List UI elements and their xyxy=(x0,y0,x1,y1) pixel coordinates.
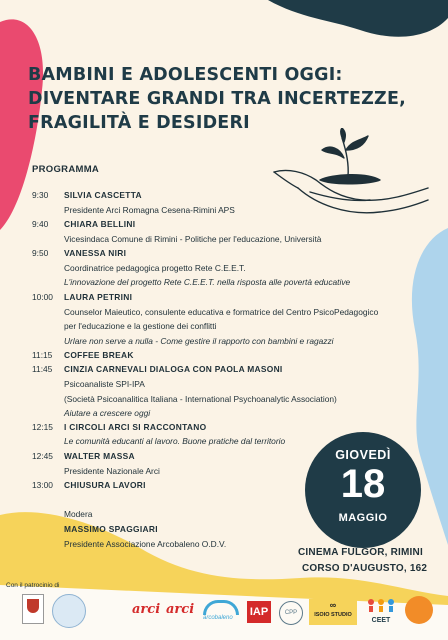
arci-logo-2-text: arci xyxy=(166,602,195,617)
speaker-6-role-b: (Società Psicoanalitica Italiana - International Psychoanalytic Association) xyxy=(64,394,337,404)
arci-logo-1 xyxy=(132,602,162,620)
speaker-6: CINZIA CARNEVALI DIALOGA CON PAOLA MASONI xyxy=(64,364,283,374)
time-5: 11:15 xyxy=(32,350,53,360)
navy-blob xyxy=(268,0,448,37)
speaker-1-role: Presidente Arci Romagna Cesena-Rimini APS xyxy=(64,205,235,215)
iap-logo: IAP xyxy=(247,601,271,623)
arcobaleno-association-logo xyxy=(52,594,86,628)
ceet-logo xyxy=(365,598,397,624)
infinity-icon: ∞ xyxy=(329,600,337,610)
title-line-3: FRAGILITÀ E DESIDERI xyxy=(28,113,250,133)
time-1: 9:30 xyxy=(32,190,49,200)
time-9: 13:00 xyxy=(32,480,53,490)
speaker-3-role: Coordinatrice pedagogica progetto Rete C.E.E.T. xyxy=(64,263,246,273)
talk-7-title: Le comunità educanti al lavoro. Buone pratiche dal territorio xyxy=(64,436,286,446)
speaker-2-role: Vicesindaca Comune di Rimini - Politiche per l'educazione, Università xyxy=(64,234,322,244)
venue-address: CORSO D'AUGUSTO, 162 xyxy=(302,563,428,574)
coffee-break: COFFEE BREAK xyxy=(64,350,134,360)
speaker-4-role-a: Counselor Maieutico, consulente educativa e formatrice del Centro PsicoPedagogico xyxy=(64,307,379,317)
speaker-7: I CIRCOLI ARCI SI RACCONTANO xyxy=(64,422,207,432)
speaker-8: WALTER MASSA xyxy=(64,451,135,461)
isoio-studio-logo xyxy=(309,599,357,625)
time-6: 11:45 xyxy=(32,364,53,374)
program-heading: PROGRAMMA xyxy=(32,164,100,175)
speaker-3: VANESSA NIRI xyxy=(64,248,127,258)
isoio-studio-text: ISOIO STUDIO xyxy=(314,612,352,618)
date-number: 18 xyxy=(340,462,386,506)
closing: CHIUSURA LAVORI xyxy=(64,480,146,490)
time-7: 12:15 xyxy=(32,422,53,432)
speaker-6-role-a: Psicoanaliste SPI-IPA xyxy=(64,379,145,389)
time-2: 9:40 xyxy=(32,219,49,229)
hand-plant-illustration xyxy=(270,128,430,223)
venue-name: CINEMA FULGOR, RIMINI xyxy=(298,547,423,558)
time-8: 12:45 xyxy=(32,451,53,461)
orange-round-logo xyxy=(405,596,433,624)
patronage-label: Con il patrocinio di xyxy=(6,582,60,589)
title-line-1: BAMBINI E ADOLESCENTI OGGI: xyxy=(28,65,343,85)
moderator-role: Presidente Associazione Arcobaleno O.D.V. xyxy=(64,539,227,549)
time-4: 10:00 xyxy=(32,292,53,302)
title-line-2: DIVENTARE GRANDI TRA INCERTEZZE, xyxy=(28,89,406,109)
arci-logo-1-text: arci xyxy=(132,602,161,617)
arcobaleno-logo xyxy=(203,600,243,624)
date-badge xyxy=(305,432,421,548)
time-3: 9:50 xyxy=(32,248,49,258)
speaker-1: SILVIA CASCETTA xyxy=(64,190,142,200)
speaker-8-role: Presidente Nazionale Arci xyxy=(64,466,160,476)
moderator-label: Modera xyxy=(64,509,93,519)
ceet-logo-text: CEET xyxy=(371,617,391,624)
cpp-logo: CPP xyxy=(279,601,303,625)
event-title xyxy=(28,63,428,135)
speaker-2: CHIARA BELLINI xyxy=(64,219,136,229)
comune-rimini-logo xyxy=(22,594,44,624)
talk-4-title: Urlare non serve a nulla - Come gestire il rapporto con bambini e ragazzi xyxy=(64,336,334,346)
date-day: GIOVEDÌ xyxy=(335,448,391,462)
speaker-4: LAURA PETRINI xyxy=(64,292,133,302)
speaker-4-role-b: per l'educazione e la gestione dei conflitti xyxy=(64,321,217,331)
ceet-figures-icon xyxy=(365,598,397,612)
moderator-name: MASSIMO SPAGGIARI xyxy=(64,524,158,534)
arci-logo-2 xyxy=(166,602,196,620)
date-month: MAGGIO xyxy=(338,512,388,524)
talk-6-title: Aiutare a crescere oggi xyxy=(64,408,151,418)
talk-3-title: L'innovazione del progetto Rete C.E.E.T. nella risposta alle povertà educative xyxy=(64,277,351,287)
arcobaleno-logo-text: arcobaleno xyxy=(203,615,233,621)
